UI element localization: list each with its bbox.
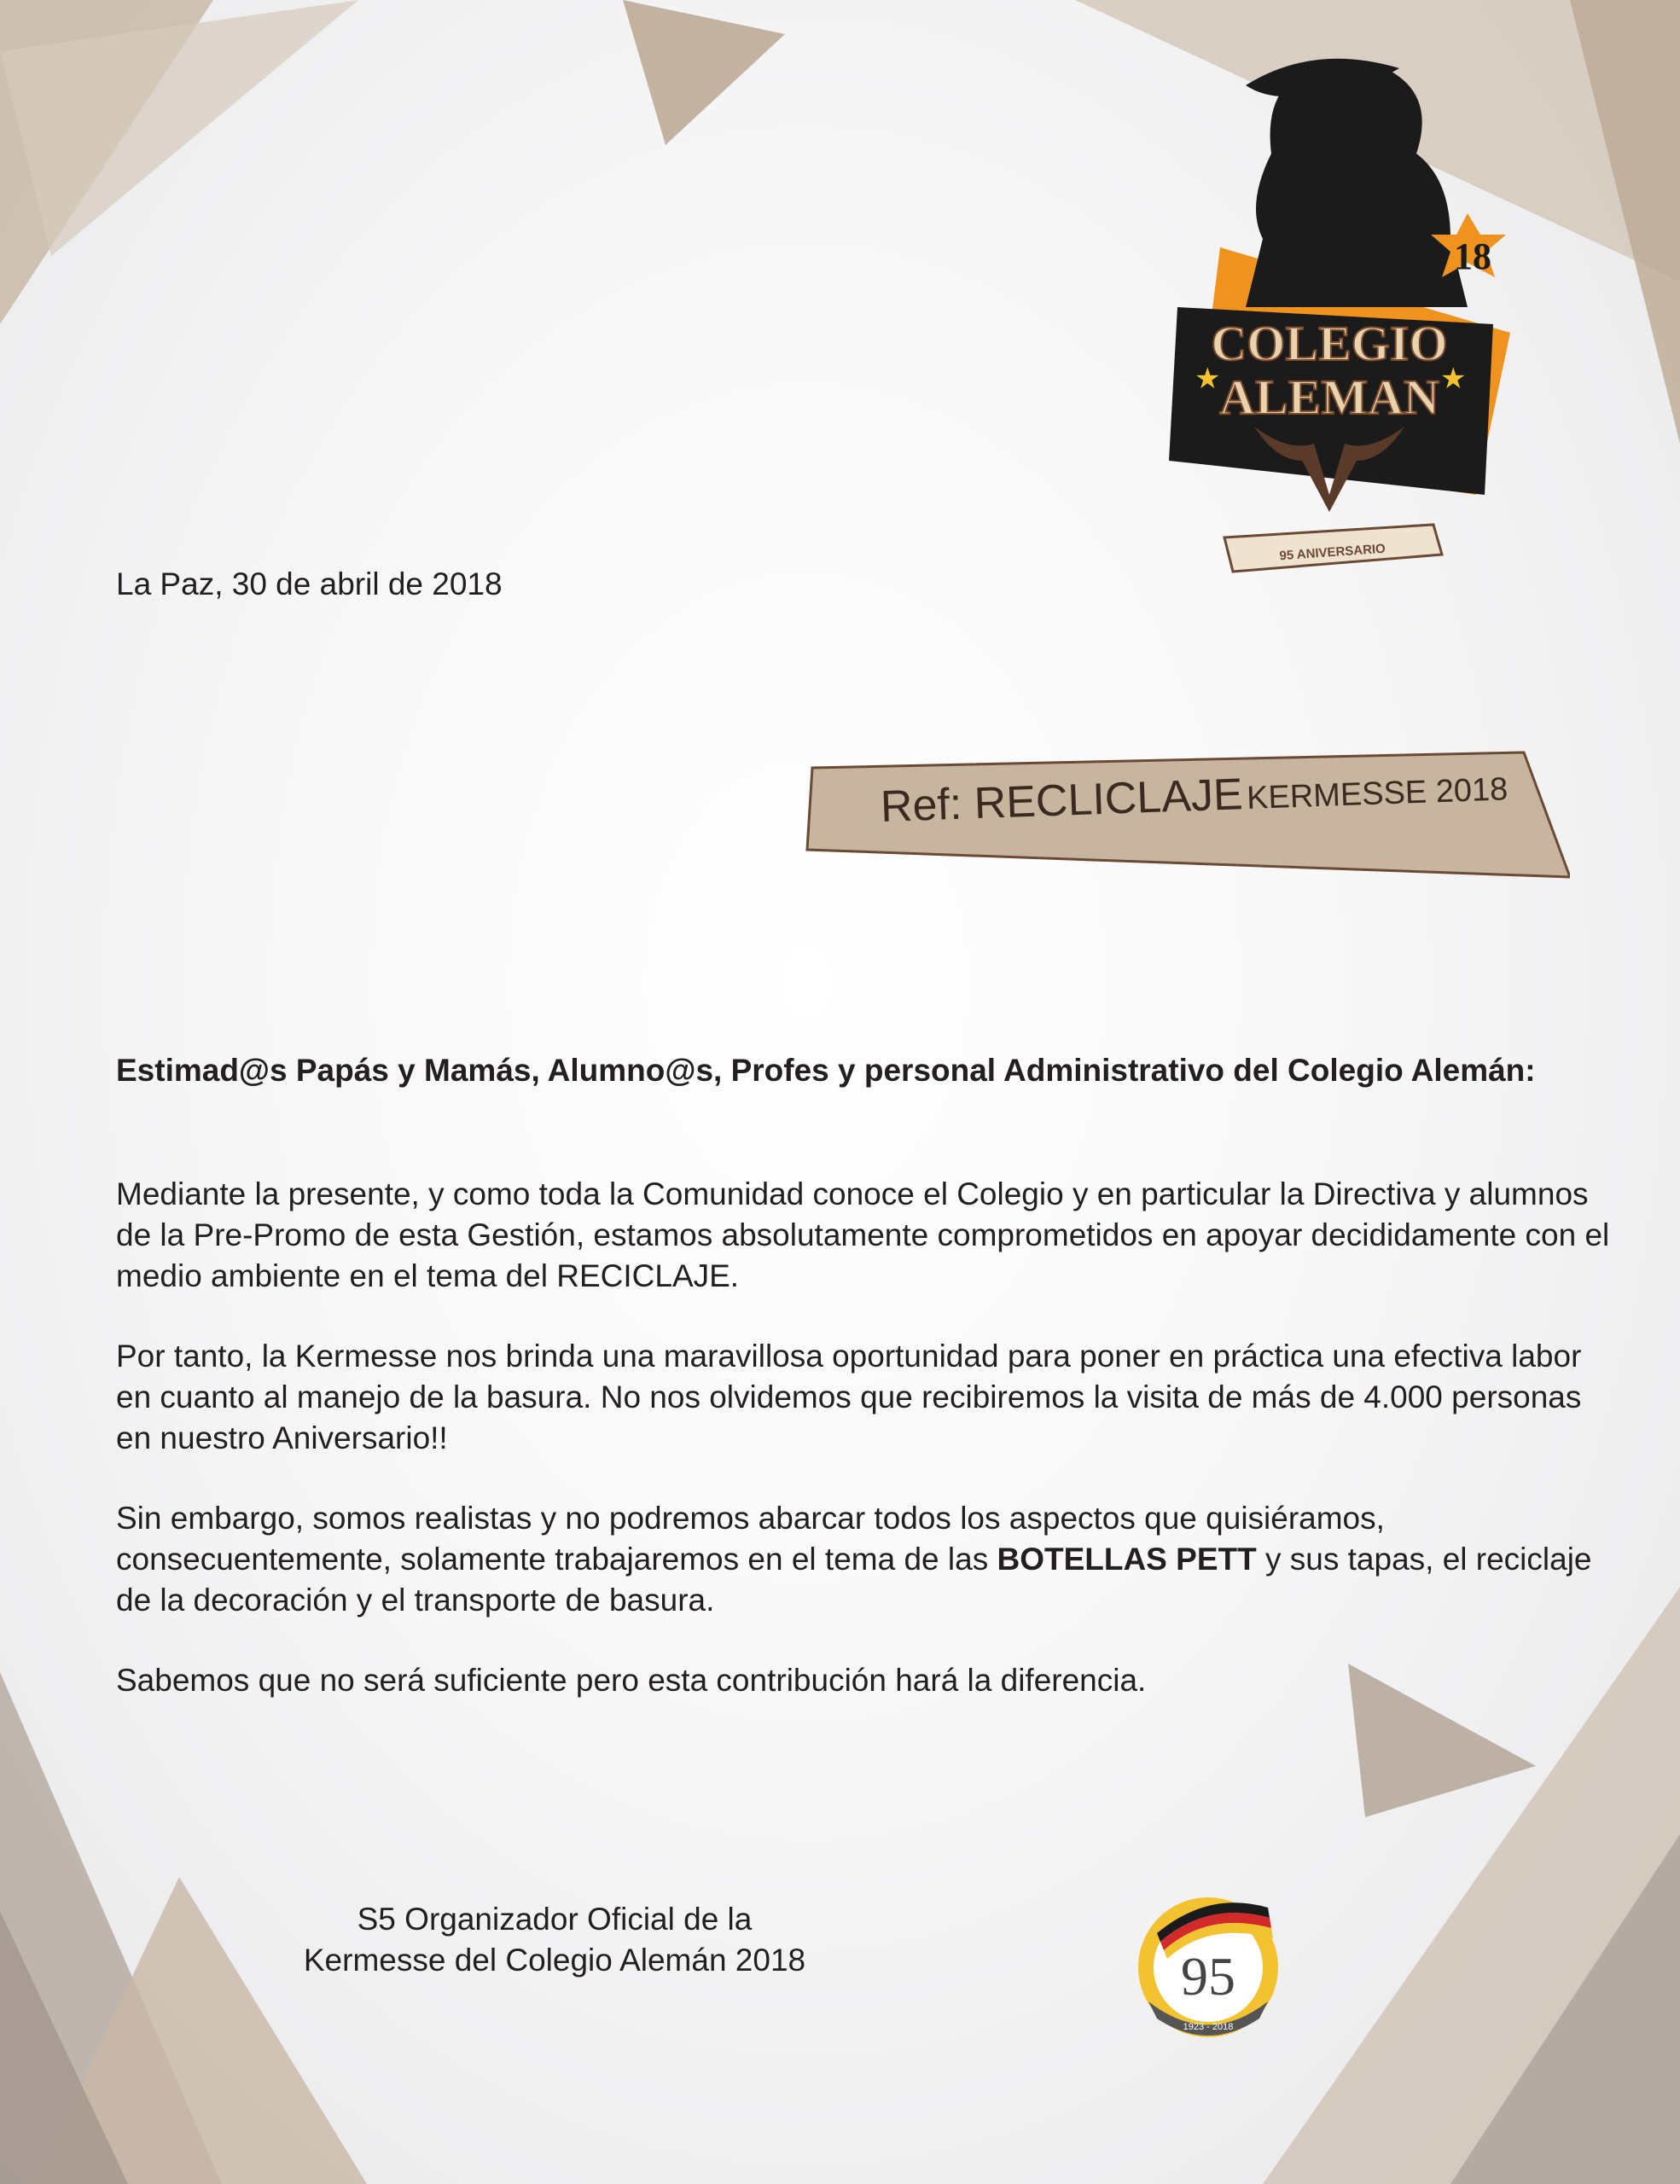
letter-body <box>116 1174 1618 1740</box>
triangle-decoration <box>623 0 785 145</box>
paragraph <box>116 1498 1618 1621</box>
paragraph-text: Sin embargo, somos realistas y no podremos abarcar todos los aspectos que quisiéramos, consecuentemente, solamente trabajaremos en el tema de las <box>116 1501 1385 1577</box>
anniversary-seal-logo <box>1123 1873 1293 2044</box>
reference-main: Ref: RECLICLAJE <box>879 770 1244 832</box>
logo-badge-number: 18 <box>1454 235 1491 277</box>
signature-block <box>273 1899 836 1981</box>
signature-line: Kermesse del Colegio Alemán 2018 <box>303 1943 806 1978</box>
seal-years: 1923 - 2018 <box>1183 2022 1234 2032</box>
colegio-aleman-logo <box>1143 51 1544 606</box>
letter-date: La Paz, 30 de abril de 2018 <box>116 566 503 601</box>
reference-box <box>802 749 1570 886</box>
paragraph: Por tanto, la Kermesse nos brinda una maravillosa oportunidad para poner en práctica una efectiva labor en cuanto al manejo de la basura. No nos olvidemos que recibiremos la visita de más de 4.000 personas en nuestro Aniversario!! <box>116 1339 1582 1455</box>
logo-banner-text: 95 ANIVERSARIO <box>1279 541 1386 564</box>
paragraph-text: y sus tapas, el reciclaje de la decoración y el transporte de basura. <box>116 1542 1592 1618</box>
seal-number: 95 <box>1181 1946 1235 2007</box>
paragraph: Sabemos que no será suficiente pero esta contribución hará la diferencia. <box>116 1663 1147 1698</box>
salutation: Estimad@s Papás y Mamás, Alumno@s, Profes y personal Administrativo del Colegio Alemán: <box>116 1053 1536 1088</box>
logo-line1: COLEGIO <box>1211 316 1448 371</box>
bold-text: BOTELLAS PETT <box>997 1542 1257 1577</box>
paragraph: Mediante la presente, y como toda la Comunidad conoce el Colegio y en particular la Directiva y alumnos de la Pre-Promo de esta Gestión, estamos absolutamente comprometidos en apoyar decididamente con el medio ambiente en el tema del RECICLAJE. <box>116 1176 1610 1293</box>
star-icon: ★ <box>1195 363 1221 395</box>
logo-line2: ALEMAN <box>1219 369 1439 425</box>
star-icon: ★ <box>1440 363 1467 395</box>
reference-sub: KERMESSE 2018 <box>1246 771 1509 817</box>
signature-line: S5 Organizador Oficial de la <box>357 1902 753 1937</box>
